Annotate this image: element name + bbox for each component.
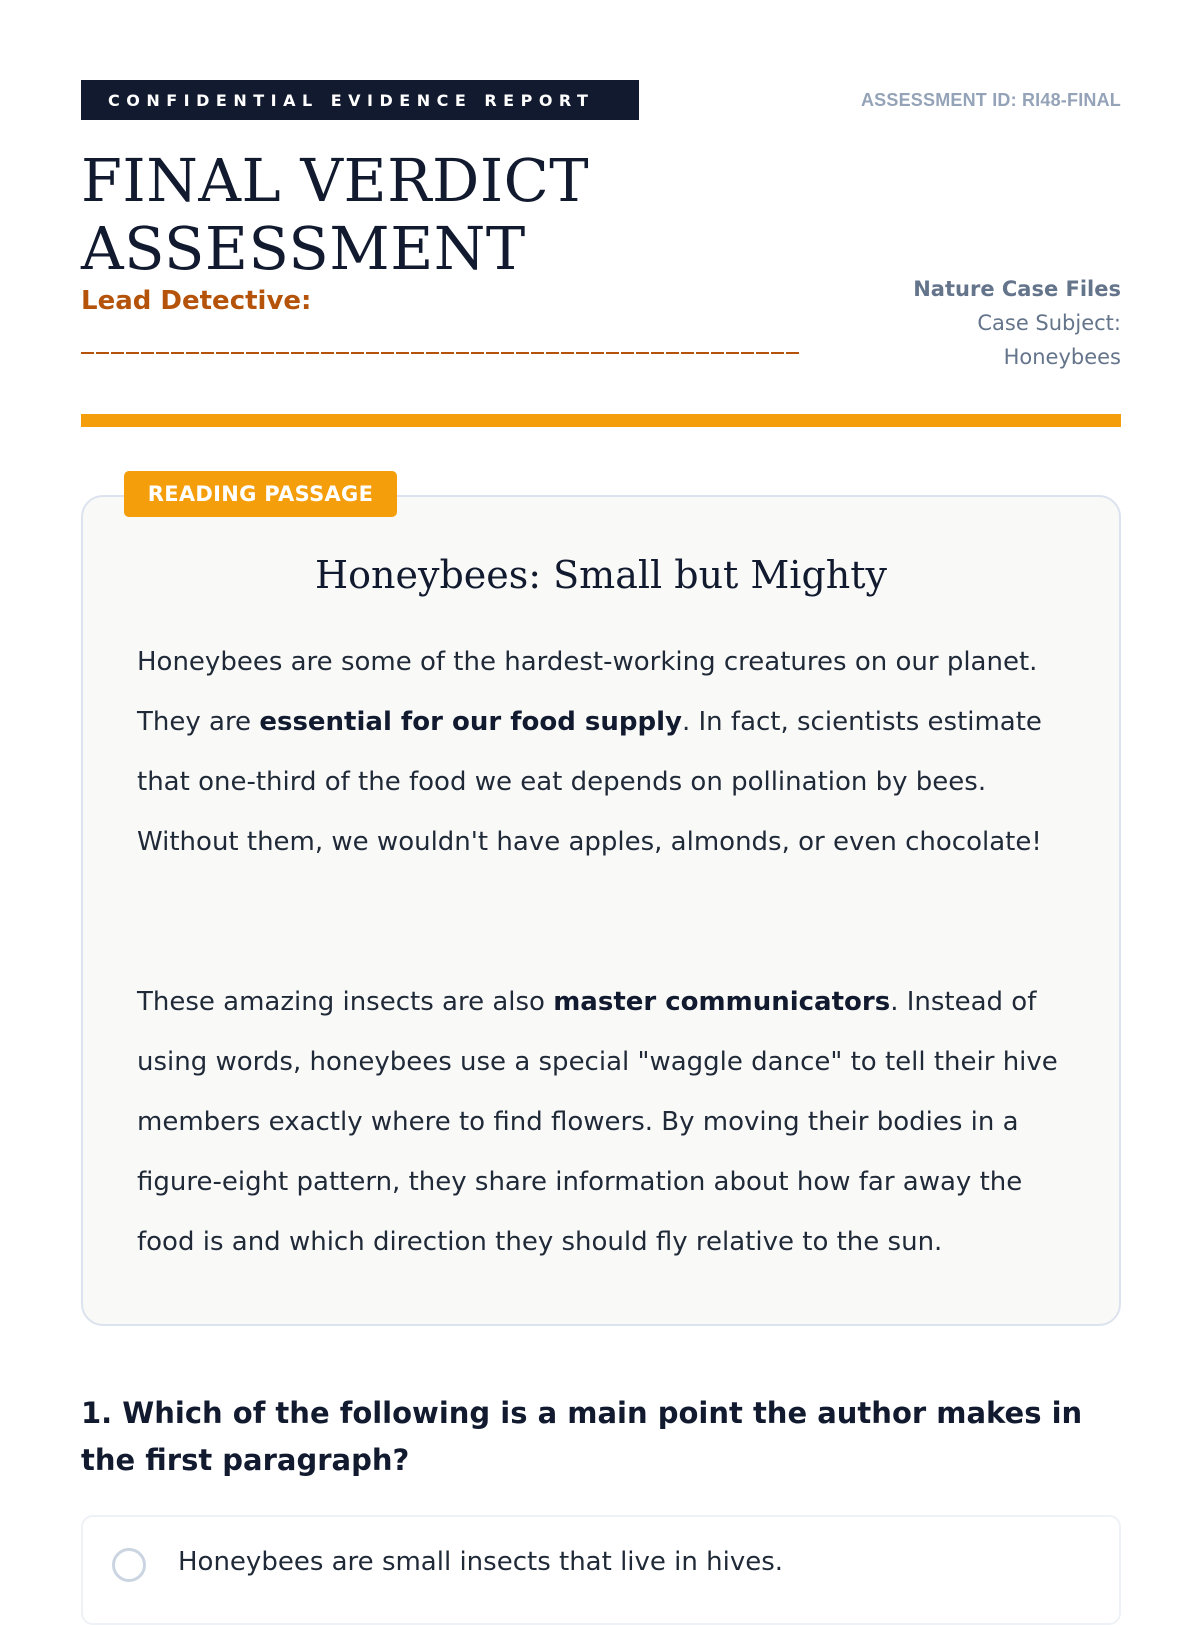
- p2-bold: master communicators: [553, 987, 891, 1017]
- p1-text-a: Honeybees are some of the hardest-working creatures on our planet. They are: [137, 647, 1038, 737]
- option-label: Honeybees are small insects that live in hives.: [178, 1547, 784, 1577]
- passage-title: Honeybees: Small but Mighty: [315, 553, 887, 597]
- header-divider: [81, 414, 1121, 427]
- case-files-label: Nature Case Files: [913, 277, 1121, 301]
- p2-text-a: These amazing insects are also: [137, 987, 554, 1017]
- p1-text-b: . In fact, scientists estimate that one-third of the food we eat depends on pollination by bees. Without them, we wouldn't have apples, almonds, or even chocolate!: [137, 707, 1042, 857]
- radio-button[interactable]: [112, 1548, 146, 1582]
- case-subject-value: Honeybees: [1003, 345, 1121, 369]
- passage-paragraph-2: [137, 972, 1077, 1272]
- assessment-id: ASSESSMENT ID: RI48-FINAL: [860, 90, 1121, 110]
- page-title: [81, 147, 681, 283]
- case-meta: [913, 272, 1121, 374]
- lead-detective-blank-line[interactable]: [81, 352, 801, 354]
- case-subject-label: Case Subject:: [977, 311, 1121, 335]
- confidential-badge: CONFIDENTIAL EVIDENCE REPORT: [81, 80, 639, 120]
- assessment-page: [81, 0, 1121, 1600]
- question-1-option-a[interactable]: [81, 1515, 1121, 1625]
- question-1-text: 1. Which of the following is a main point the author makes in the first paragraph?: [81, 1396, 1083, 1477]
- title-line-2: ASSESSMENT: [81, 214, 526, 283]
- p2-text-b: . Instead of using words, honeybees use a special "waggle dance" to tell their hive members exactly where to find flowers. By moving their bodies in a figure-eight pattern, they share information about how far away the food is and which direction they should fly relative to the sun.: [137, 987, 1058, 1257]
- p1-bold: essential for our food supply: [259, 707, 682, 737]
- passage-paragraph-1: [137, 632, 1077, 872]
- reading-passage-tag: READING PASSAGE: [124, 471, 397, 517]
- lead-detective-label: Lead Detective:: [81, 286, 312, 316]
- title-line-1: FINAL VERDICT: [81, 146, 590, 215]
